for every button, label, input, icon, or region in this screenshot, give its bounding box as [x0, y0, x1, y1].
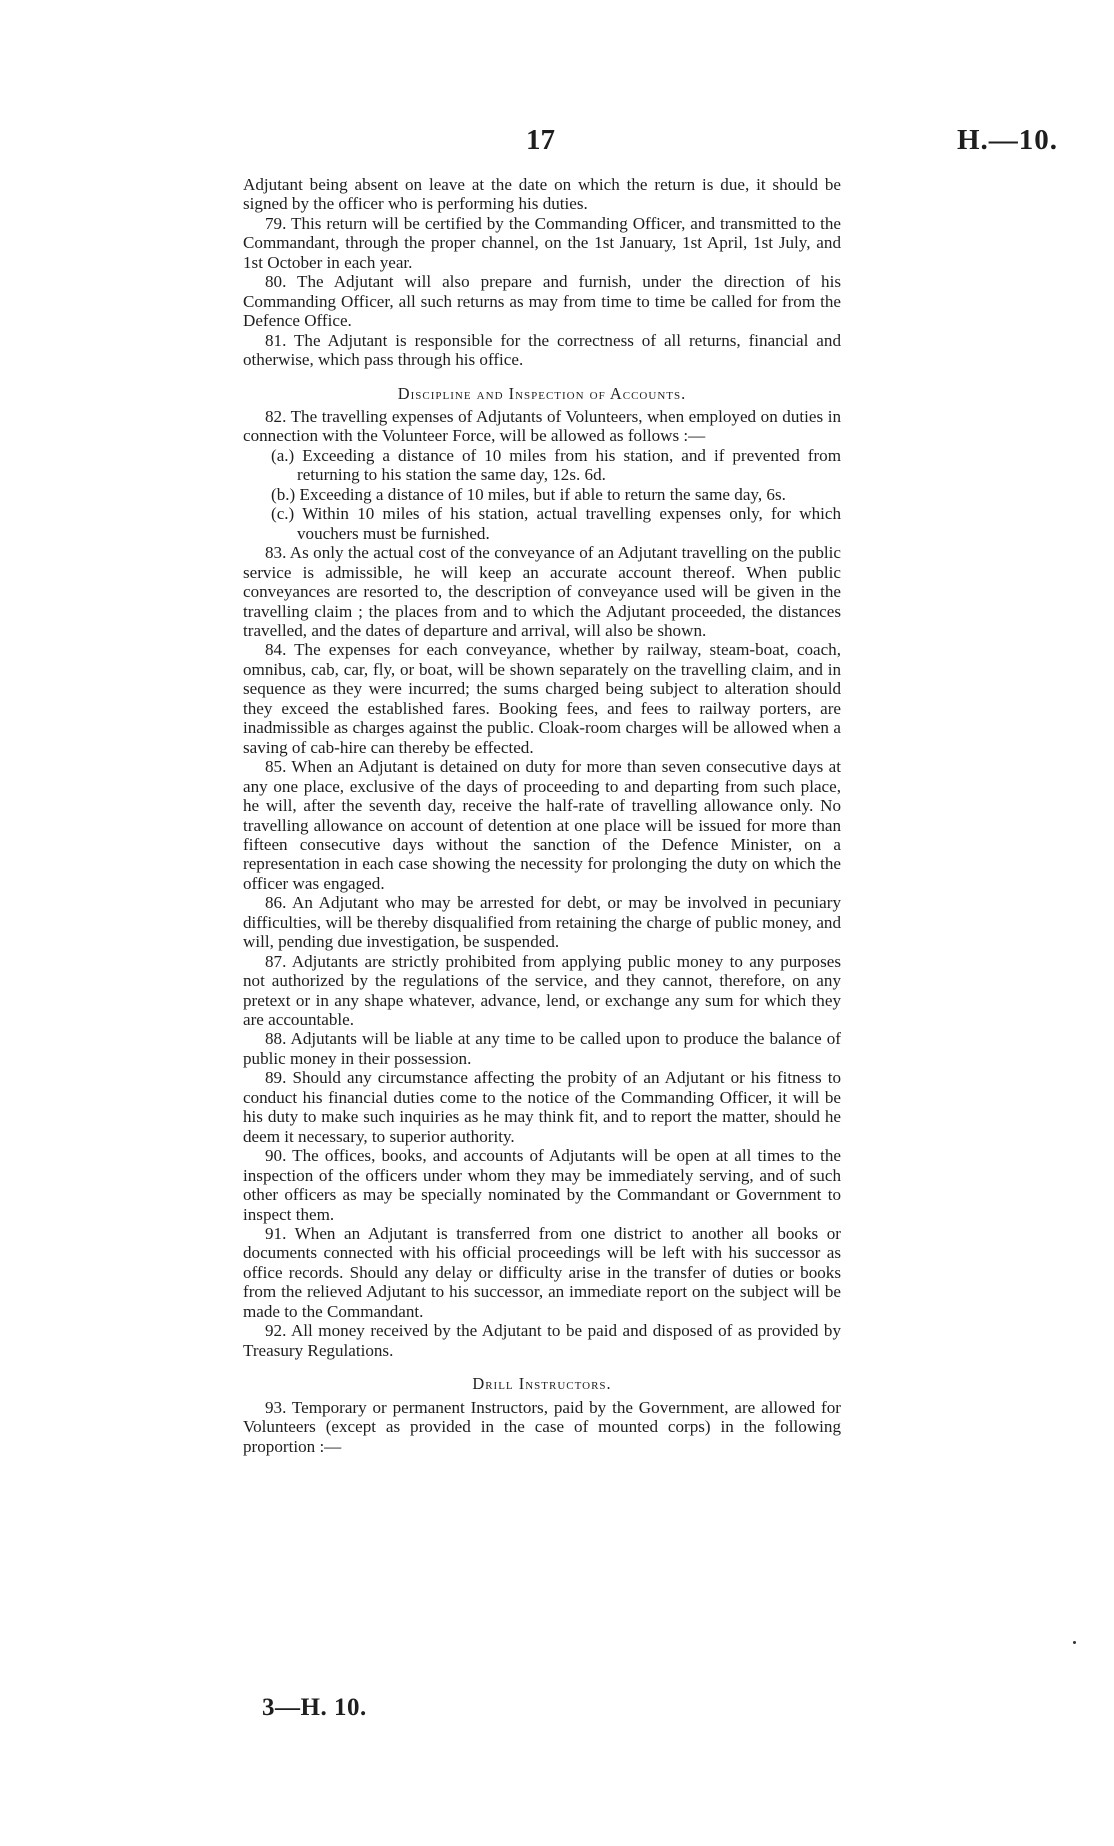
subitem-b-text: Exceeding a distance of 10 miles, but if able to return the same day, 6s.: [299, 484, 786, 504]
section-heading-drill-instructors: Drill Instructors.: [472, 1374, 612, 1394]
document-reference: H.—10.: [957, 124, 1059, 156]
paragraph-83: 83. As only the actual cost of the conveyance of an Adjutant travelling on the public service is admissible, he will keep an accurate account thereof. When public conveyances are resorted to, the description of conveyance used will be given in the travelling claim ; the places from and to which the Adjutant proceeded, the distances travelled, and the dates of departure and arrival, will also be shown.: [243, 543, 841, 640]
subitem-a: [243, 446, 841, 485]
subitem-a-text: Exceeding a distance of 10 miles from his station, and if prevented from returning to his station the same day, 12s. 6d.: [297, 445, 841, 485]
paragraph-90: 90. The offices, books, and accounts of Adjutants will be open at all times to the inspection of the officers under whom they may be immediately serving, and of such other officers as may be specially nominated by the Commandant or Government to inspect them.: [243, 1146, 841, 1224]
paragraph-82: 82. The travelling expenses of Adjutants of Volunteers, when employed on duties in connection with the Volunteer Force, will be allowed as follows :—: [243, 406, 841, 446]
paragraph-89: 89. Should any circumstance affecting the probity of an Adjutant or his fitness to conduct his financial duties come to the notice of the Commanding Officer, it will be his duty to make such inquiries as he may think fit, and to report the matter, should he deem it necessary, to superior authority.: [243, 1068, 841, 1146]
paragraph-continuation: Adjutant being absent on leave at the date on which the return is due, it should be signed by the officer who is performing his duties.: [243, 175, 841, 214]
body-text: [243, 175, 841, 1456]
subitem-c: [243, 504, 841, 543]
paragraph-87: 87. Adjutants are strictly prohibited from applying public money to any purposes not authorized by the regulations of the service, and they cannot, therefore, on any pretext or in any shape whatever, advance, lend, or exchange any sum for which they are accountable.: [243, 951, 841, 1030]
paragraph-93: 93. Temporary or permanent Instructors, paid by the Government, are allowed for Volunteers (except as provided in the case of mounted corps) in the following proportion :—: [243, 1397, 841, 1456]
section-heading-discipline: Discipline and Inspection of Accounts.: [397, 383, 687, 403]
paragraph-85: 85. When an Adjutant is detained on duty for more than seven consecutive days at any one place, exclusive of the days of proceeding to and departing from such place, he will, after the seventh day, receive the half-rate of travelling allowance only. No travelling allowance on account of detention at one place will be issued for more than fifteen consecutive days without the sanction of the Defence Minister, on a representation in each case showing the necessity for prolonging the duty on which the officer was engaged.: [243, 757, 841, 893]
page-number: 17: [526, 124, 555, 156]
page-dot: [1073, 1641, 1076, 1644]
subitem-b: [243, 485, 841, 504]
paragraph-91: 91. When an Adjutant is transferred from one district to another all books or documents connected with his official proceedings will be left with his successor as office records. Should any delay or difficulty arise in the transfer of duties or books from the relieved Adjutant to his successor, an immediate report on the subject will be made to the Commandant.: [243, 1224, 841, 1321]
subitem-c-label: (c.): [271, 504, 295, 524]
subitem-c-text: Within 10 miles of his station, actual travelling expenses only, for which vouchers must be furnished.: [297, 504, 842, 543]
paragraph-84: 84. The expenses for each conveyance, whether by railway, steam-boat, coach, omnibus, cab, car, fly, or boat, will be shown separately on the travelling claim, and in sequence as they were incurred; the sums charged being subject to alteration should they exceed the established fares. Booking fees, and fees to railway porters, are inadmissible as charges against the public. Cloak-room charges will be allowed when a saving of cab-hire can thereby be effected.: [243, 640, 841, 757]
subitem-b-label: (b.): [271, 484, 296, 504]
signature-mark: 3—H. 10.: [262, 1694, 367, 1721]
paragraph-79: 79. This return will be certified by the Commanding Officer, and transmitted to the Commandant, through the proper channel, on the 1st January, 1st April, 1st July, and 1st October in each year.: [243, 213, 841, 272]
paragraph-80: 80. The Adjutant will also prepare and furnish, under the direction of his Commanding Officer, all such returns as may from time to time be called for from the Defence Office.: [243, 272, 841, 331]
paragraph-92: 92. All money received by the Adjutant to be paid and disposed of as provided by Treasury Regulations.: [243, 1321, 841, 1360]
subitem-a-label: (a.): [271, 445, 295, 465]
paragraph-81: 81. The Adjutant is responsible for the correctness of all returns, financial and otherwise, which pass through his office.: [243, 330, 841, 370]
paragraph-88: 88. Adjutants will be liable at any time to be called upon to produce the balance of public money in their possession.: [243, 1029, 841, 1068]
paragraph-86: 86. An Adjutant who may be arrested for debt, or may be involved in pecuniary difficulties, will be thereby disqualified from retaining the charge of public money, and will, pending due investigation, be suspended.: [243, 893, 841, 952]
